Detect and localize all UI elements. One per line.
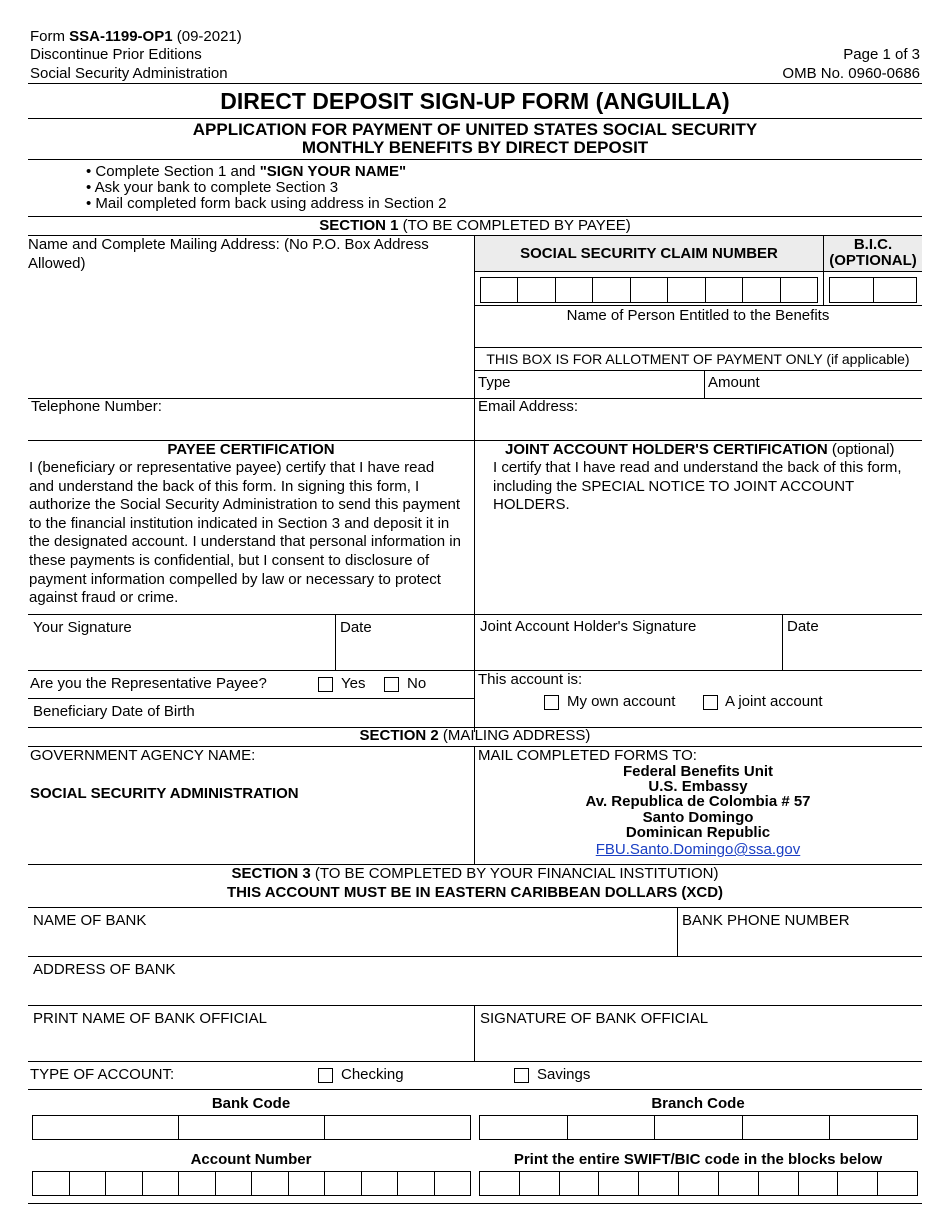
checking-label: Checking [341,1066,404,1083]
joint-certification-text: I certify that I have read and understand the back of this form, including the SPECIAL NOTICE TO JOINT ACCOUNT HOLDERS. [493,459,902,514]
swift-code-input[interactable] [479,1171,918,1196]
name-address-field[interactable] [30,274,470,394]
instruction-1: • Complete Section 1 and "SIGN YOUR NAME" [86,163,407,180]
bank-phone-label[interactable]: BANK PHONE NUMBER [682,912,850,929]
date-label[interactable]: Date [340,619,372,636]
joint-date-label[interactable]: Date [787,618,819,635]
entitled-person-field[interactable] [476,326,920,346]
bic-header-2: (OPTIONAL) [829,252,917,269]
official-name-label[interactable]: PRINT NAME OF BANK OFFICIAL [33,1010,267,1027]
bic-input[interactable] [829,277,917,303]
instruction-3: • Mail completed form back using address in Section 2 [86,195,447,212]
joint-account-label: A joint account [725,693,823,710]
form-number: Form SSA-1199-OP1 (09-2021) [30,28,242,45]
checking-checkbox[interactable] [318,1068,333,1083]
email-label[interactable]: Email Address: [478,398,579,415]
own-account-checkbox[interactable] [544,695,559,710]
payee-certification-text: I (beneficiary or representative payee) certify that I have read and understand the back of this form. In signing this form, I authorize the Social Security Administration to send this payment to the financial institution indicated in Section 3 and deposit it in the designated account. I understand that personal information in these payments is confidential, but I consent to disclosure of payment information compelled by law or necessary to protect against fraud or crime. [29,459,461,607]
amount-label[interactable]: Amount [708,374,760,391]
ssn-header: SOCIAL SECURITY CLAIM NUMBER [520,245,778,262]
entitled-person-label: Name of Person Entitled to the Benefits [566,307,830,324]
bank-code-input[interactable] [32,1115,471,1140]
page-title: DIRECT DEPOSIT SIGN-UP FORM (ANGUILLA) [220,88,730,114]
email-link-wrap [474,841,922,859]
section-2-heading: SECTION 2 (MAILING ADDRESS) [359,727,591,744]
mail-to-label: MAIL COMPLETED FORMS TO: [478,747,697,764]
page-number: Page 1 of 3 [843,46,920,63]
account-is-label: This account is: [478,671,583,688]
rep-payee-question: Are you the Representative Payee? [30,675,267,692]
allotment-label: THIS BOX IS FOR ALLOTMENT OF PAYMENT ONLY (if applicable) [486,351,910,367]
account-number-label: Account Number [190,1151,312,1168]
beneficiary-dob-label[interactable]: Beneficiary Date of Birth [33,703,195,720]
ssn-claim-number-input[interactable] [480,277,818,303]
telephone-label[interactable]: Telephone Number: [31,398,162,415]
agency-name: SOCIAL SECURITY ADMINISTRATION [30,785,299,802]
agency-header: Social Security Administration [30,65,228,82]
rep-payee-yes-label: Yes [341,675,366,692]
your-signature-label[interactable]: Your Signature [33,619,132,636]
currency-note: THIS ACCOUNT MUST BE IN EASTERN CARIBBEAN DOLLARS (XCD) [226,884,724,901]
bank-code-label: Bank Code [211,1095,291,1112]
subtitle-line-2: MONTHLY BENEFITS BY DIRECT DEPOSIT [301,138,649,157]
section-3-heading: SECTION 3 (TO BE COMPLETED BY YOUR FINANCIAL INSTITUTION) [231,865,719,882]
rep-payee-no-checkbox[interactable] [384,677,399,692]
instruction-2: • Ask your bank to complete Section 3 [86,179,339,196]
account-type-label: TYPE OF ACCOUNT: [30,1066,175,1083]
savings-label: Savings [537,1066,591,1083]
joint-certification-title: JOINT ACCOUNT HOLDER'S CERTIFICATION (optional) [505,441,895,458]
discontinue-note: Discontinue Prior Editions [30,46,202,63]
subtitle-line-1: APPLICATION FOR PAYMENT OF UNITED STATES SOCIAL SECURITY [192,120,758,139]
contact-email-link[interactable]: FBU.Santo.Domingo@ssa.gov [595,841,801,858]
own-account-label: My own account [567,693,676,710]
branch-code-input[interactable] [479,1115,918,1140]
official-signature-label[interactable]: SIGNATURE OF BANK OFFICIAL [480,1010,709,1027]
bank-name-label[interactable]: NAME OF BANK [33,912,147,929]
type-label[interactable]: Type [478,374,511,391]
rep-payee-yes-checkbox[interactable] [318,677,333,692]
rep-payee-no-label: No [407,675,427,692]
omb-number: OMB No. 0960-0686 [782,65,920,82]
section-1-heading: SECTION 1 (TO BE COMPLETED BY PAYEE) [319,217,631,234]
branch-code-label: Branch Code [651,1095,745,1112]
name-address-label: Name and Complete Mailing Address: (No P.O. Box Address Allowed) [28,236,429,272]
savings-checkbox[interactable] [514,1068,529,1083]
agency-label: GOVERNMENT AGENCY NAME: [30,747,256,764]
joint-signature-label[interactable]: Joint Account Holder's Signature [480,618,697,635]
swift-label: Print the entire SWIFT/BIC code in the blocks below [513,1151,883,1168]
bank-address-label[interactable]: ADDRESS OF BANK [33,961,176,978]
account-number-input[interactable] [32,1171,471,1196]
joint-account-checkbox[interactable] [703,695,718,710]
bic-header-1: B.I.C. [853,236,893,253]
mailing-address: Federal Benefits Unit U.S. Embassy Av. Republica de Colombia # 57 Santo Domingo Dominican Republic [585,763,811,841]
payee-certification-title: PAYEE CERTIFICATION [167,441,335,458]
